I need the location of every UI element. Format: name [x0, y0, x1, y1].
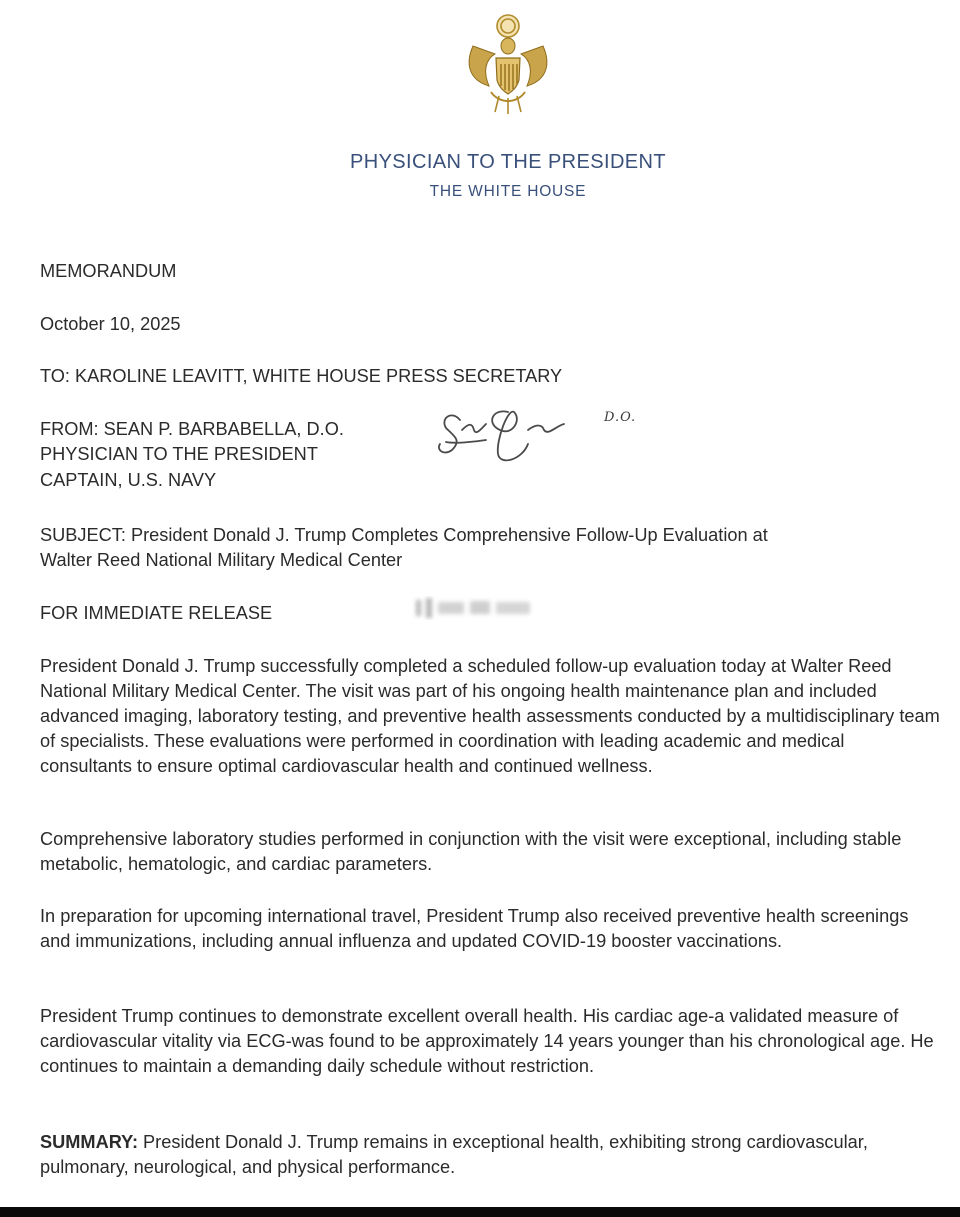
summary-text: President Donald J. Trump remains in exceptional health, exhibiting strong cardiovascular, pulmonary, neurological, and physical performance.: [40, 1132, 868, 1177]
letterhead-title: PHYSICIAN TO THE PRESIDENT: [349, 151, 667, 173]
memo-from: FROM: SEAN P. BARBABELLA, D.O.: [40, 419, 344, 439]
bottom-edge-bar: [0, 1207, 960, 1217]
letterhead-subtitle: THE WHITE HOUSE: [429, 183, 587, 200]
body-paragraph-3: In preparation for upcoming international travel, President Trump also received preventive health screenings and immunizations, including annual influenza and updated COVID-19 booster vaccinations.: [40, 906, 909, 951]
body-paragraph-1: President Donald J. Trump successfully completed a scheduled follow-up evaluation today at Walter Reed National Military Medical Center. The visit was part of his ongoing health maintenance plan and included advanced imaging, laboratory testing, and preventive health assessments conducted by a multidisciplinary team of specialists. These evaluations were performed in coordination with leading academic and medical consultants to ensure optimal cardiovascular health and continued wellness.: [40, 656, 940, 776]
blurred-redaction: [412, 592, 552, 622]
memo-to: TO: KAROLINE LEAVITT, WHITE HOUSE PRESS SECRETARY: [40, 366, 563, 386]
body-paragraph-4: President Trump continues to demonstrate excellent overall health. His cardiac age-a validated measure of cardiovascular vitality via ECG-was found to be approximately 14 years younger than his chronological age. He continues to maintain a demanding daily schedule without restriction.: [40, 1006, 934, 1076]
memo-from-rank: CAPTAIN, U.S. NAVY: [40, 470, 217, 490]
memo-subject: SUBJECT: President Donald J. Trump Completes Comprehensive Follow-Up Evaluation at: [40, 525, 768, 545]
memo-from-title: PHYSICIAN TO THE PRESIDENT: [40, 444, 318, 464]
summary-paragraph: [40, 1130, 940, 1180]
body-paragraph-2: Comprehensive laboratory studies performed in conjunction with the visit were exceptional, including stable metabolic, hematologic, and cardiac parameters.: [40, 829, 902, 874]
memo-subject-cont: Walter Reed National Military Medical Center: [40, 550, 403, 570]
memo-type: MEMORANDUM: [40, 261, 177, 281]
signature-suffix: D.O.: [604, 410, 637, 425]
release-label: FOR IMMEDIATE RELEASE: [40, 603, 273, 623]
eagle-seal-icon: [459, 12, 557, 116]
memo-date: October 10, 2025: [40, 314, 181, 334]
summary-label: SUMMARY:: [40, 1132, 138, 1152]
